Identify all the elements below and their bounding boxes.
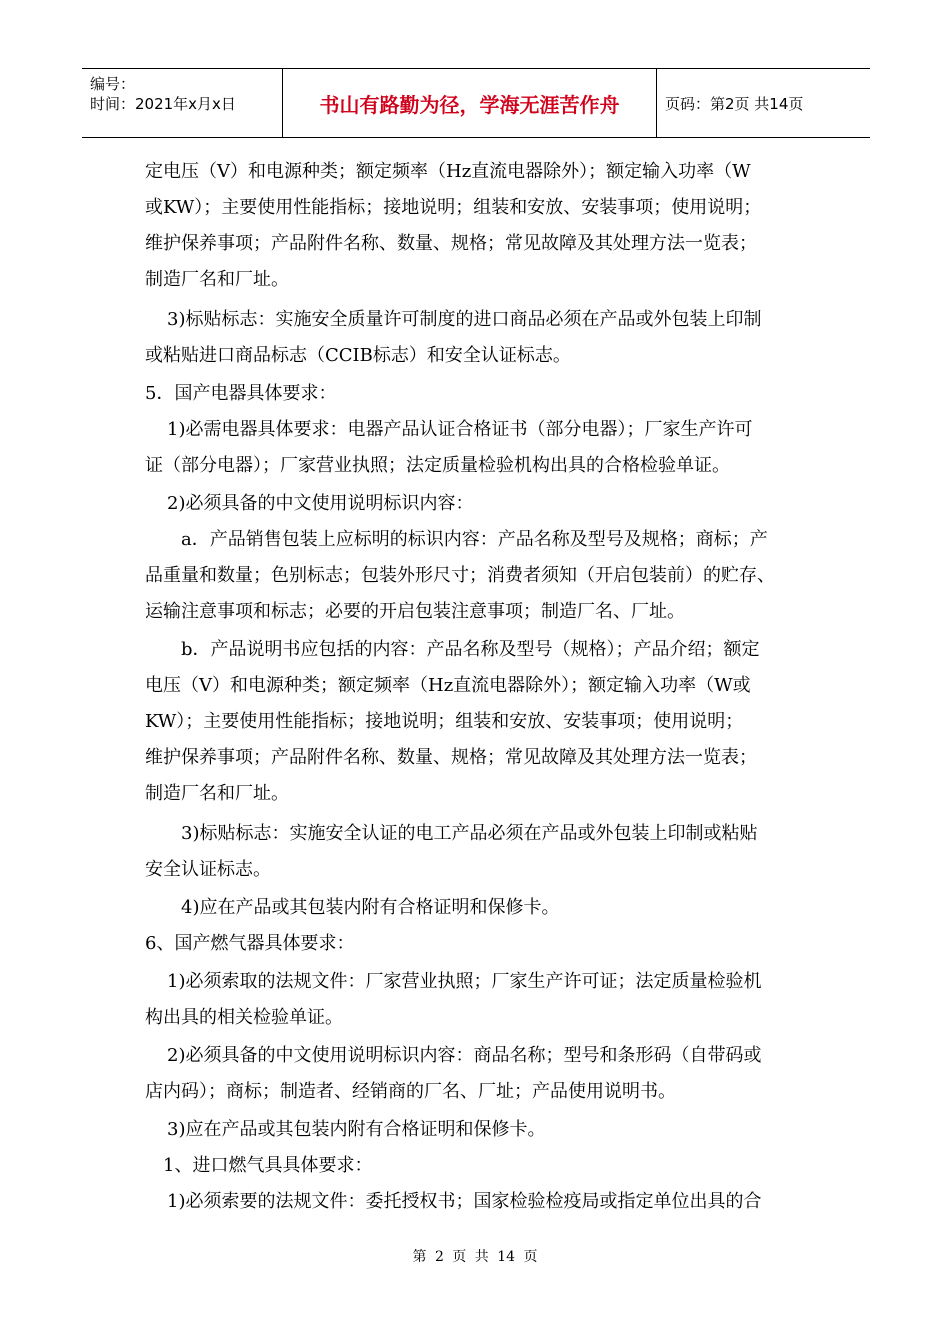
body-line: b．产品说明书应包括的内容：产品名称及型号（规格）；产品介绍；额定 [181,639,760,660]
body-line: 或粘贴进口商品标志（CCIB标志）和安全认证标志。 [145,345,571,366]
body-line: 1)必需电器具体要求：电器产品认证合格证书（部分电器）；厂家生产许可 [167,419,753,440]
body-line: 定电压（V）和电源种类；额定频率（Hz直流电器除外）；额定输入功率（W [145,161,751,182]
body-line: 2)必须具备的中文使用说明标识内容： [167,493,474,514]
body-line: 证（部分电器）；厂家营业执照；法定质量检验机构出具的合格检验单证。 [145,455,730,476]
body-line: 2)必须具备的中文使用说明标识内容：商品名称；型号和条形码（自带码或 [167,1045,762,1066]
body-line: 电压（V）和电源种类；额定频率（Hz直流电器除外）；额定输入功率（W或 [145,675,751,696]
section-heading: 5．国产电器具体要求： [145,383,337,404]
page-footer: 第 2 页 共 14 页 [412,1249,538,1265]
body-line: 3)标贴标志：实施安全质量许可制度的进口商品必须在产品或外包装上印制 [167,309,762,330]
body-line: 品重量和数量；色别标志；包装外形尺寸；消费者须知（开启包装前）的贮存、 [145,565,775,586]
page-header [82,68,870,138]
body-line: 维护保养事项；产品附件名称、数量、规格；常见故障及其处理方法一览表； [145,747,757,768]
body-line: 构出具的相关检验单证。 [145,1007,343,1028]
body-line: 制造厂名和厂址。 [145,783,289,804]
header-motto: 书山有路勤为径，学海无涯苦作舟 [283,69,657,137]
body-line: 4)应在产品或其包装内附有合格证明和保修卡。 [181,897,560,918]
body-line: 或KW）；主要使用性能指标；接地说明；组装和安放、安装事项；使用说明； [145,197,762,218]
body-line: 3)标贴标志：实施安全认证的电工产品必须在产品或外包装上印制或粘贴 [181,823,758,844]
body-line: 1)必须索取的法规文件：厂家营业执照；厂家生产许可证；法定质量检验机 [167,971,762,992]
section-heading: 1、进口燃气具具体要求： [163,1155,373,1176]
document-number-label: 编号： [90,75,136,93]
body-line: 运输注意事项和标志；必要的开启包装注意事项；制造厂名、厂址。 [145,601,685,622]
document-date: 时间：2021年x月x日 [90,95,236,113]
body-line: 1)必须索要的法规文件：委托授权书；国家检验检疫局或指定单位出具的合 [167,1191,762,1212]
body-line: 安全认证标志。 [145,859,271,880]
header-meta-cell [82,69,283,137]
body-line: 维护保养事项；产品附件名称、数量、规格；常见故障及其处理方法一览表； [145,233,757,254]
section-heading: 6、国产燃气器具体要求： [145,933,355,954]
header-page-info: 页码：第2页 共14页 [665,94,804,113]
body-line: 制造厂名和厂址。 [145,269,289,290]
body-line: 店内码）；商标；制造者、经销商的厂名、厂址；产品使用说明书。 [145,1081,676,1102]
body-line: a．产品销售包装上应标明的标识内容：产品名称及型号及规格；商标；产 [181,529,768,550]
body-line: KW）；主要使用性能指标；接地说明；组装和安放、安装事项；使用说明； [145,711,744,732]
body-line: 3)应在产品或其包装内附有合格证明和保修卡。 [167,1119,546,1140]
